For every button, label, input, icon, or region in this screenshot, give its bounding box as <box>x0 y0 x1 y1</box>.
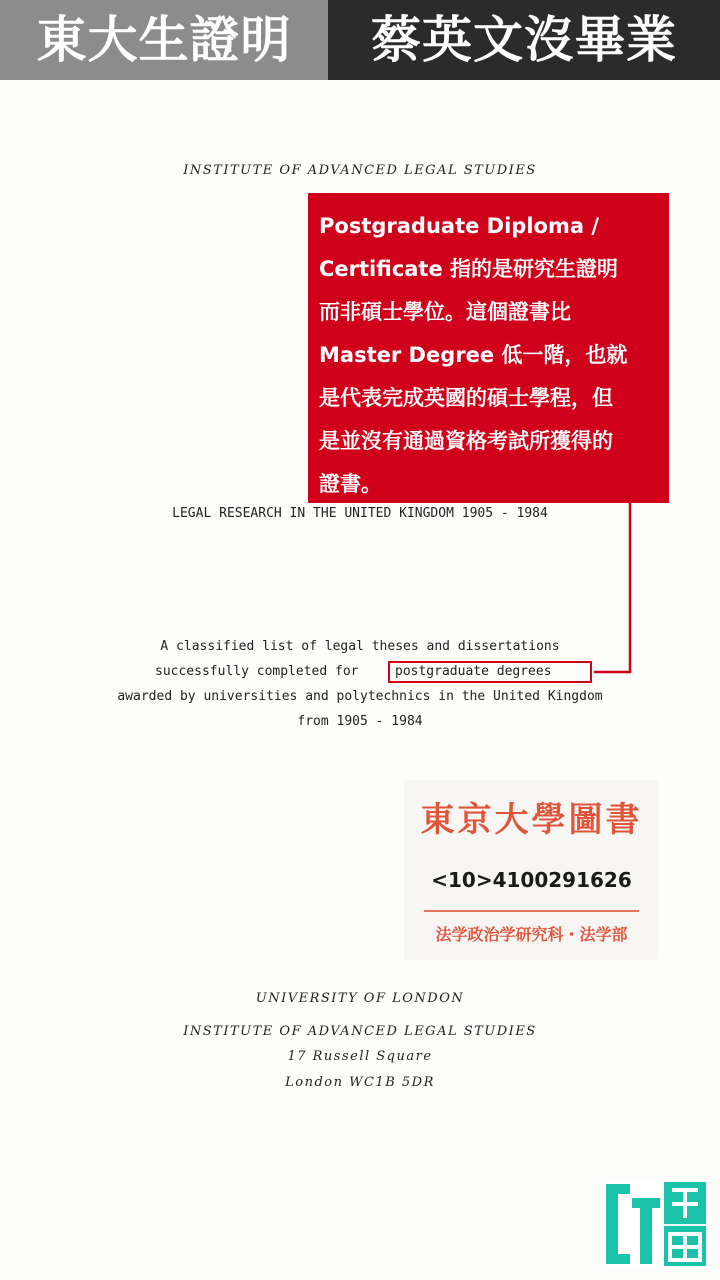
document-main-title: LEGAL RESEARCH IN THE UNITED KINGDOM 1905 - 1984 <box>172 506 548 521</box>
news-logo-icon <box>602 1178 710 1270</box>
banner-left-title: 東大生證明 <box>0 0 328 80</box>
description-line-2-prefix: successfully completed for <box>155 664 359 679</box>
footer-institute: INSTITUTE OF ADVANCED LEGAL STUDIES <box>183 1024 537 1039</box>
description-line-4: from 1905 - 1984 <box>297 714 423 729</box>
postgraduate-highlight-box <box>388 661 592 683</box>
callout-line: 是代表完成英國的碩士學程，但 <box>319 386 613 410</box>
description-line-1: A classified list of legal theses and dissertations <box>160 639 560 654</box>
footer-address-1: 17 Russell Square <box>287 1049 433 1064</box>
library-stamp-department: 法学政治学研究科・法学部 <box>435 925 628 944</box>
library-stamp-divider <box>424 910 639 912</box>
callout-connector <box>580 500 640 680</box>
description-line-3: awarded by universities and polytechnics in the United Kingdom <box>117 689 603 704</box>
banner-right-title: 蔡英文沒畢業 <box>328 0 720 80</box>
callout-line: 而非碩士學位。這個證書比 <box>319 300 571 324</box>
library-stamp <box>404 780 659 960</box>
footer-university: UNIVERSITY OF LONDON <box>255 991 465 1006</box>
footer-address-2: London WC1B 5DR <box>285 1075 435 1090</box>
description-line-2-highlight: postgraduate degrees <box>395 664 552 679</box>
header-banner <box>0 0 720 80</box>
callout-line: Master Degree 低一階，也就 <box>319 343 628 367</box>
callout-line: 是並沒有通過資格考試所獲得的 <box>319 429 613 453</box>
document-top-heading: INSTITUTE OF ADVANCED LEGAL STUDIES <box>183 163 537 178</box>
library-stamp-title: 東京大學圖書 <box>420 800 643 840</box>
callout-line: Certificate 指的是研究生證明 <box>319 257 619 281</box>
library-stamp-code: <10>4100291626 <box>431 868 632 892</box>
callout-line: 證書。 <box>319 472 382 496</box>
annotation-callout <box>308 193 669 503</box>
callout-line: Postgraduate Diploma / <box>319 214 599 238</box>
